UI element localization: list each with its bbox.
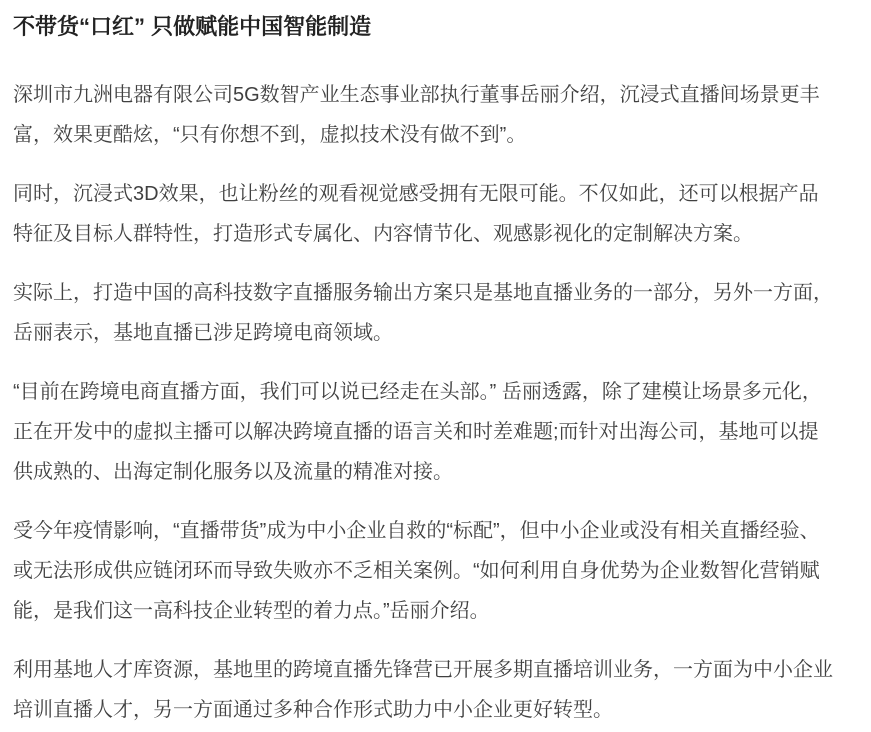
paragraph-6: 利用基地人才库资源，基地里的跨境直播先锋营已开展多期直播培训业务，一方面为中小企业培训直播人才，另一方面通过多种合作形式助力中小企业更好转型。 — [13, 659, 833, 721]
paragraph-1: 深圳市九洲电器有限公司5G数智产业生态事业部执行董事岳丽介绍，沉浸式直播间场景更丰富，效果更酷炫，“只有你想不到，虚拟技术没有做不到”。 — [13, 84, 820, 146]
paragraph-5: 受今年疫情影响，“直播带货”成为中小企业自救的“标配”，但中小企业或没有相关直播经验、或无法形成供应链闭环而导致失败亦不乏相关案例。“如何利用自身优势为企业数智化营销赋能，是我们这一高科技企业转型的着力点。”岳丽介绍。 — [13, 520, 820, 622]
paragraph-2: 同时，沉浸式3D效果，也让粉丝的观看视觉感受拥有无限可能。不仅如此，还可以根据产品特征及目标人群特性，打造形式专属化、内容情节化、观感影视化的定制解决方案。 — [13, 183, 819, 245]
article-title: 不带货“口红” 只做赋能中国智能制造 — [13, 14, 372, 39]
paragraph-3: 实际上，打造中国的高科技数字直播服务输出方案只是基地直播业务的一部分，另外一方面，岳丽表示，基地直播已涉足跨境电商领域。 — [13, 282, 833, 344]
paragraph-4: “目前在跨境电商直播方面，我们可以说已经走在头部。” 岳丽透露，除了建模让场景多元化，正在开发中的虚拟主播可以解决跨境直播的语言关和时差难题;而针对出海公司，基地可以提供成熟的、出海定制化服务以及流量的精准对接。 — [13, 381, 822, 483]
